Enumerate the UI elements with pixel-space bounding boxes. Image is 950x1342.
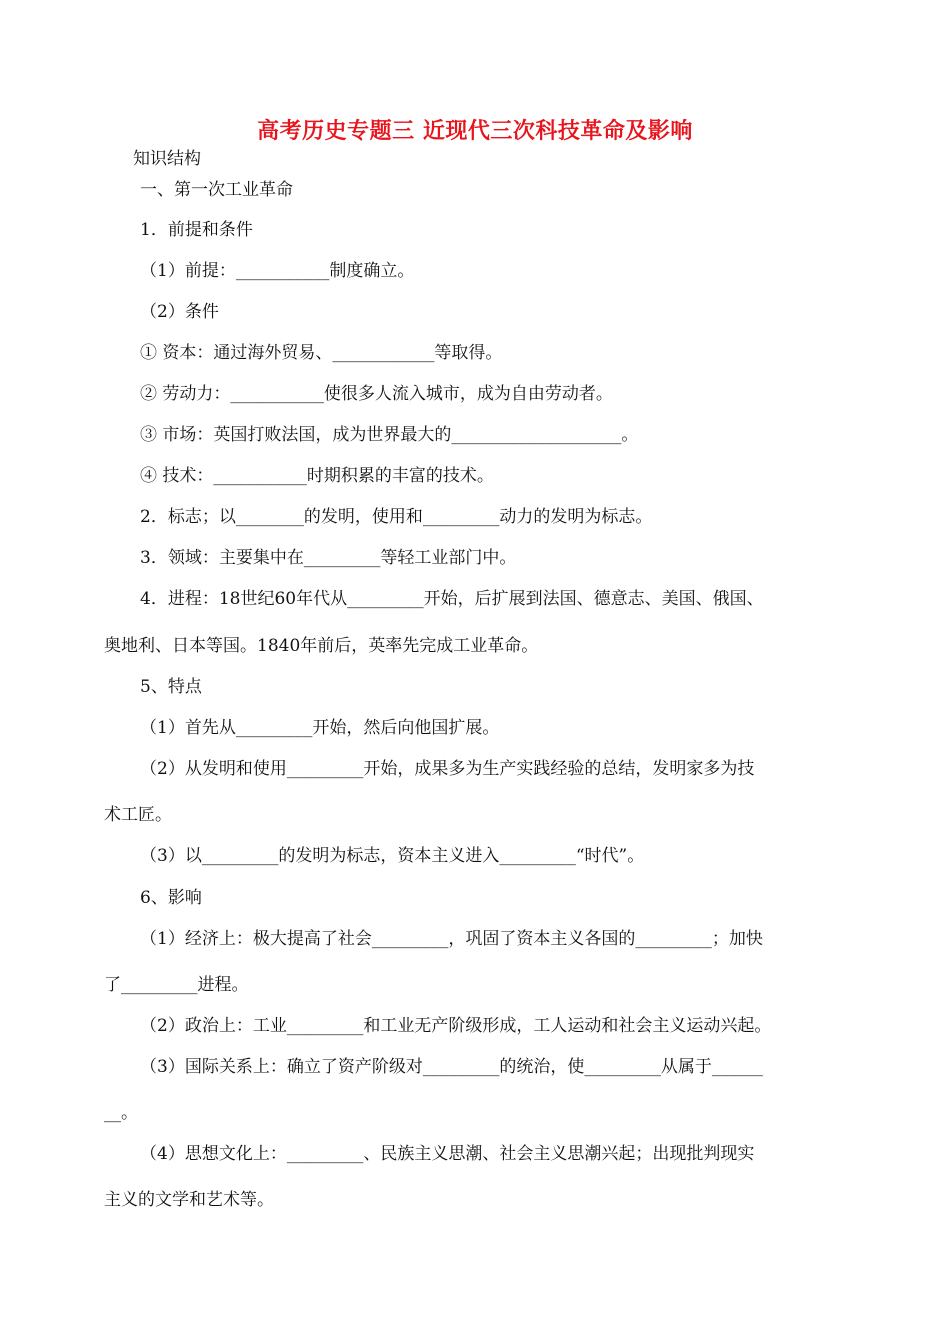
- fill-in-line: （2）从发明和使用_________开始，成果多为生产实践经验的总结，发明家多为技: [140, 759, 755, 779]
- fill-in-line: （3）国际关系上：确立了资产阶级对_________的统治，使_________从属于______: [140, 1057, 763, 1077]
- fill-in-line: （1）首先从_________开始，然后向他国扩展。: [140, 718, 500, 738]
- subsection-heading: （2）条件: [140, 302, 219, 322]
- subsection-heading: 6、影响: [140, 888, 202, 908]
- fill-in-line: 2．标志；以________的发明，使用和_________动力的发明为标志。: [140, 507, 653, 527]
- fill-in-line: 术工匠。: [104, 805, 172, 825]
- fill-in-line: ③ 市场：英国打败法国，成为世界最大的____________________。: [140, 425, 639, 445]
- fill-in-line: 4．进程：18世纪60年代从_________开始，后扩展到法国、德意志、美国、俄国、: [140, 589, 764, 609]
- fill-in-line: （4）思想文化上：_________、民族主义思潮、社会主义思潮兴起；出现批判现实: [140, 1144, 755, 1164]
- fill-in-line: __。: [104, 1103, 138, 1123]
- subsection-heading: 5、特点: [140, 677, 202, 697]
- fill-in-line: （1）前提：___________制度确立。: [140, 261, 415, 281]
- fill-in-line: 奥地利、日本等国。1840年前后，英率先完成工业革命。: [104, 636, 539, 656]
- fill-in-line: （2）政治上：工业_________和工业无产阶级形成，工人运动和社会主义运动兴起。: [140, 1016, 772, 1036]
- fill-in-line: 3．领域：主要集中在_________等轻工业部门中。: [140, 548, 517, 568]
- fill-in-line: ② 劳动力：___________使很多人流入城市，成为自由劳动者。: [140, 384, 613, 404]
- section-heading: 一、第一次工业革命: [140, 180, 293, 200]
- fill-in-line: 主义的文学和艺术等。: [104, 1190, 274, 1210]
- fill-in-line: （1）经济上：极大提高了社会_________，巩固了资本主义各国的_________；加快: [140, 929, 763, 949]
- fill-in-line: （3）以_________的发明为标志，资本主义进入_________“时代”。: [140, 846, 645, 866]
- page-title: 高考历史专题三 近现代三次科技革命及影响: [257, 118, 693, 144]
- section-heading: 知识结构: [133, 149, 201, 169]
- fill-in-line: ④ 技术：___________时期积累的丰富的技术。: [140, 466, 494, 486]
- fill-in-line: ① 资本：通过海外贸易、____________等取得。: [140, 343, 503, 363]
- subsection-heading: 1．前提和条件: [140, 220, 253, 240]
- fill-in-line: 了_________进程。: [104, 975, 249, 995]
